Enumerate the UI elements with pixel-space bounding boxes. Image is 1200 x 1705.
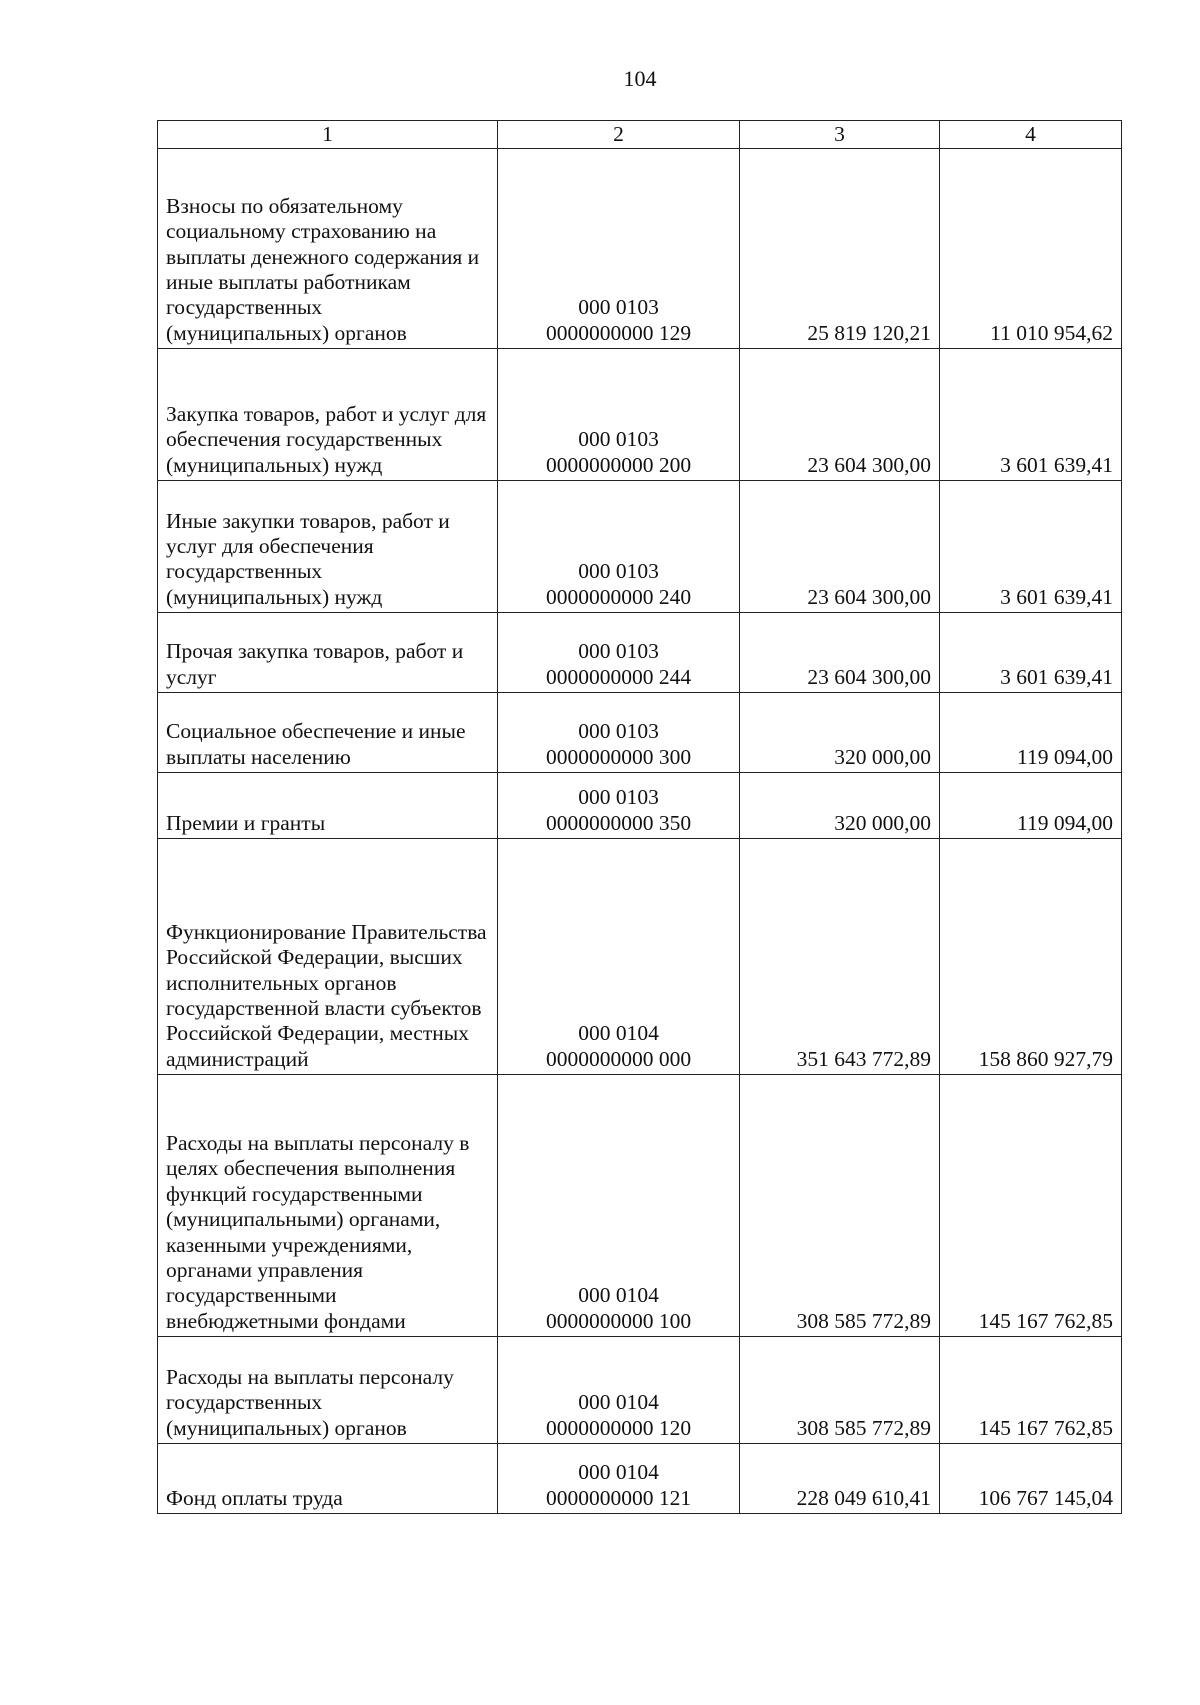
table-row	[158, 1444, 1122, 1514]
row-plan-value: 308 585 772,89	[740, 1075, 940, 1337]
row-fact-value: 119 094,00	[940, 773, 1122, 839]
row-code-cell	[498, 773, 740, 839]
row-name: Социальное обеспечение и иные выплаты населению	[166, 719, 466, 769]
row-code-section: 000 0103	[578, 559, 659, 584]
row-plan-value: 308 585 772,89	[740, 1337, 940, 1444]
row-code-target: 0000000000 200	[545, 452, 692, 477]
row-name-cell	[158, 613, 498, 693]
row-code-target: 0000000000 100	[545, 1308, 692, 1333]
row-fact-value: 145 167 762,85	[940, 1075, 1122, 1337]
row-plan-value: 351 643 772,89	[740, 839, 940, 1075]
row-plan-value: 320 000,00	[740, 773, 940, 839]
budget-table	[157, 120, 1122, 1514]
row-code-section: 000 0103	[578, 719, 659, 744]
row-name: Иные закупки товаров, работ и услуг для обеспечения государственных (муниципальных) нужд	[166, 508, 450, 609]
row-name: Фонд оплаты труда	[166, 1485, 343, 1510]
table-row	[158, 1337, 1122, 1444]
table-row	[158, 1075, 1122, 1337]
column-header-4: 4	[940, 121, 1122, 149]
row-code-cell	[498, 1444, 740, 1514]
row-name-cell	[158, 149, 498, 349]
row-plan-value: 23 604 300,00	[740, 349, 940, 481]
row-code-target: 0000000000 350	[545, 810, 692, 835]
row-name-cell	[158, 839, 498, 1075]
row-code-section: 000 0104	[578, 1021, 659, 1046]
row-plan-value: 25 819 120,21	[740, 149, 940, 349]
row-fact-value: 3 601 639,41	[940, 613, 1122, 693]
row-fact-value: 3 601 639,41	[940, 481, 1122, 613]
row-name-cell	[158, 349, 498, 481]
row-code-cell	[498, 1075, 740, 1337]
row-fact-value: 106 767 145,04	[940, 1444, 1122, 1514]
row-code-target: 0000000000 244	[545, 664, 692, 689]
row-code-cell	[498, 149, 740, 349]
row-name: Расходы на выплаты персоналу в целях обеспечения выполнения функций государственными (муниципальными) органами, казенными учреждениями, органами управления государственными внебюджетными фондами	[166, 1131, 470, 1333]
row-name: Закупка товаров, работ и услуг для обеспечения государственных (муниципальных) нужд	[166, 401, 487, 477]
row-code-target: 0000000000 240	[545, 584, 692, 609]
table-row	[158, 773, 1122, 839]
row-code-target: 0000000000 129	[545, 320, 692, 345]
row-fact-value: 3 601 639,41	[940, 349, 1122, 481]
column-header-2: 2	[498, 121, 740, 149]
row-fact-value: 11 010 954,62	[940, 149, 1122, 349]
row-code-section: 000 0104	[578, 1390, 659, 1415]
row-name-cell	[158, 1444, 498, 1514]
row-code-section: 000 0103	[578, 639, 659, 664]
table-row	[158, 613, 1122, 693]
row-code-section: 000 0104	[578, 1283, 659, 1308]
row-code-cell	[498, 839, 740, 1075]
row-plan-value: 228 049 610,41	[740, 1444, 940, 1514]
table-row	[158, 349, 1122, 481]
row-fact-value: 158 860 927,79	[940, 839, 1122, 1075]
row-code-target: 0000000000 121	[545, 1485, 692, 1510]
row-code-section: 000 0103	[578, 427, 659, 452]
row-name-cell	[158, 693, 498, 773]
row-code-target: 0000000000 000	[545, 1046, 692, 1071]
row-code-section: 000 0104	[578, 1460, 659, 1485]
row-name-cell	[158, 773, 498, 839]
row-code-cell	[498, 349, 740, 481]
page-number: 104	[623, 66, 657, 91]
row-code-section: 000 0103	[578, 785, 659, 810]
row-fact-value: 145 167 762,85	[940, 1337, 1122, 1444]
row-code-cell	[498, 481, 740, 613]
row-name: Взносы по обязательному социальному страхованию на выплаты денежного содержания и иные выплаты работникам государственных (муниципальных) органов	[166, 193, 480, 345]
table-row	[158, 839, 1122, 1075]
column-header-1: 1	[158, 121, 498, 149]
row-name: Прочая закупка товаров, работ и услуг	[166, 639, 464, 689]
row-plan-value: 23 604 300,00	[740, 613, 940, 693]
row-fact-value: 119 094,00	[940, 693, 1122, 773]
row-name-cell	[158, 1075, 498, 1337]
row-plan-value: 320 000,00	[740, 693, 940, 773]
row-code-cell	[498, 1337, 740, 1444]
header-row	[158, 121, 1122, 149]
row-name: Премии и гранты	[166, 810, 326, 835]
row-plan-value: 23 604 300,00	[740, 481, 940, 613]
row-code-cell	[498, 613, 740, 693]
row-code-target: 0000000000 300	[545, 744, 692, 769]
column-header-3: 3	[740, 121, 940, 149]
table-row	[158, 693, 1122, 773]
table-row	[158, 481, 1122, 613]
row-name-cell	[158, 481, 498, 613]
table-row	[158, 149, 1122, 349]
row-name-cell	[158, 1337, 498, 1444]
row-name: Расходы на выплаты персоналу государственных (муниципальных) органов	[166, 1364, 454, 1440]
row-name: Функционирование Правительства Российской Федерации, высших исполнительных органов государственной власти субъектов Российской Федерации, местных администраций	[166, 919, 487, 1071]
row-code-target: 0000000000 120	[545, 1415, 692, 1440]
row-code-cell	[498, 693, 740, 773]
row-code-section: 000 0103	[578, 295, 659, 320]
